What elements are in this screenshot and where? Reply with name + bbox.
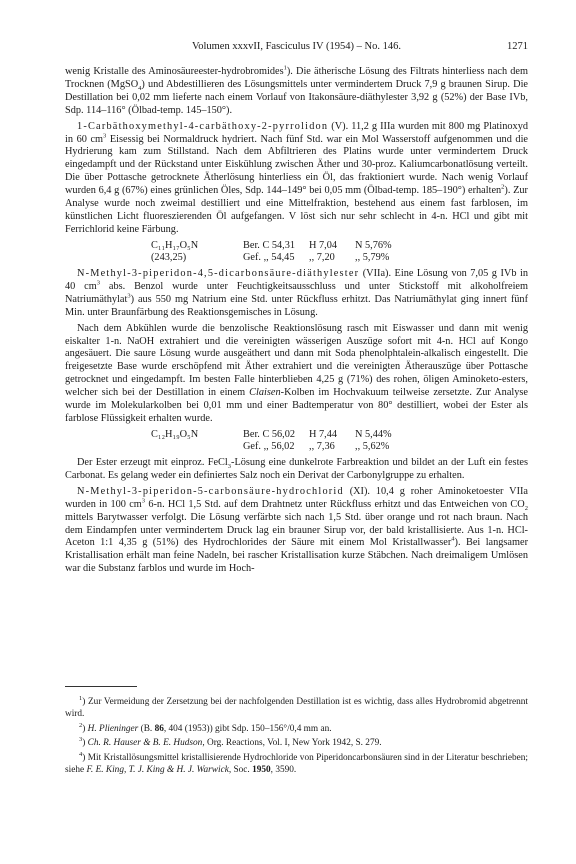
footnote-3: $^3$) Ch. R. Hauser & B. E. Hudson, Org. Reactions, Vol. I, New York 1942, S. 279. xyxy=(79,736,382,749)
footnote-ref[interactable]: 3 xyxy=(127,292,131,300)
molecular-weight: (243,25) xyxy=(151,252,187,264)
molecular-formula: C₁₁H₁₇O₅N xyxy=(151,239,199,251)
footnote-ref[interactable]: 2 xyxy=(501,183,505,191)
footnote-ref[interactable]: 1 xyxy=(283,64,287,72)
paragraph-ester-properties: Der Ester erzeugt mit einproz. FeCl$_3$-Lösung eine dunkelrote Farbreaktion und bildet an der Luft ein festes Carbonat. Es gelang weder ein definiertes Salz noch ein Derivat der Carbonylgruppe zu erhalten. xyxy=(65,457,529,481)
paragraph-base-ivb: wenig Kristalle des Aminosäureester-hydrobromides$^1$). Die ätherische Lösung des Filtrats hinterliess nach dem Trocknen (MgSO$_4$) und Abdestillieren des Lösungsmittels unter vermindertem Druck 7,9 g braunen Sirup. Die Destillation bei 0,02 mm lieferte nach einem Vorlauf von Itakonsäure-diäthylester 3,92 g (52%) der Base IVb, Sdp. 114–116° (Ölbad-temp. 145–150°). xyxy=(65,64,529,116)
compound-title: 1-Carbäthoxymethyl-4-carbäthoxy-2-pyrrolidon xyxy=(77,120,329,132)
running-head xyxy=(65,41,528,55)
footnote-4: $^4$) Mit Kristallösungsmittel kristallisierende Hydrochloride von Piperidoncarbonsäuren sind in der Literatur beschrieben; siehe F. E. King, T. J. King & H. J. Warwick, Soc. 1950, 3590. xyxy=(65,751,528,775)
footnote-ref[interactable]: 4 xyxy=(451,536,455,544)
article-body xyxy=(65,66,528,576)
footnotes xyxy=(65,686,528,780)
footnote-2: $^2$) H. Plieninger (B. 86, 404 (1953)) gibt Sdp. 150–156°/0,4 mm an. xyxy=(79,721,332,734)
elemental-analysis-viia: C₁₂H₁₉O₅N Ber. C 56,02 H 7,44 N 5,44% Gef. ,, 56,02 ,, 7,36 ,, 5,62% xyxy=(151,428,392,453)
compound-title: N-Methyl-3-piperidon-4,5-dicarbonsäure-diäthylester xyxy=(77,267,360,279)
compound-title: N-Methyl-3-piperidon-5-carbonsäure-hydrochlorid xyxy=(77,485,344,497)
footnote-1: $^1$) Zur Vermeidung der Zersetzung bei der nachfolgenden Destillation ist es wichtig, dass alles Hydrobromid abgetrennt wird. xyxy=(65,694,528,719)
footnote-divider xyxy=(65,686,137,687)
journal-header: Volumen xxxvII, Fasciculus IV (1954) – No. 146. xyxy=(191,41,401,52)
paragraph-compound-xi: N-Methyl-3-piperidon-5-carbonsäure-hydrochlorid (XI). 10,4 g roher Aminoketoester VIIa wurden in 100 $cm^3$ 6-n. HCl 1,5 Std. auf dem Drahtnetz unter Rückfluss erhitzt und das Entweichen von $CO_2$ mittels Barytwasser verfolgt. Die Lösung verfärbte sich nach 1,5 Std. über orange und rot nach braun. Nach dem Eindampfen unter vermindertem Druck lag ein brauner Sirup vor, der bald kristallisierte. Aus 1-n. HCl-Aceton 1:1 4,35 g (51%) des Hydrochlorides der Säure mit einem Mol Kristallwasser$^4$). Bei langsamer Kristallisation erhält man feine Nadeln, bei rascher Kristallisation kurze Stäbchen. Nach dreimaligem Umlösen war die Substanz farblos und wurde im Hoch- xyxy=(65,485,529,575)
paragraph-compound-v: 1-Carbäthoxymethyl-4-carbäthoxy-2-pyrrolidon (V). 11,2 g IIIa wurden mit 800 mg Platinoxyd in 60 $cm^3$ Eisessig bei Normaldruck hydriert. Nach fünf Std. war ein Mol Wasserstoff aufgenommen und die Hydrierung kam zum Stillstand. Nach dem Abfiltrieren des Platins wurde unter vermindertem Druck eingedampft und der Rückstand unter Eiskühlung zwischen Äther und 30-proz. Kaliumcarbonatlösung verteilt. Die über Pottasche getrocknete Ätherlösung hinterliess ein Öl, das fraktioniert wurde. Nach wenig Vorlauf wurden 6,4 g (67%) eines grünlichen Öles, Sdp. 144–149° bei 0,05 mm (Ölbad-temp. 185–190°) erhalten$^2$). Zur Analyse wurde noch zweimal destilliert und eine Mittelfraktion, bestehend aus einem fast farblosen, im künstlichen Licht fluoreszierenden Öl aufgefangen. V löst sich nur sehr schlecht in 4-n. HCl und gibt mit Ferrichlorid keine Färbung. xyxy=(65,120,528,235)
paragraph-compound-viia: N-Methyl-3-piperidon-4,5-dicarbonsäure-diäthylester (VIIa). Eine Lösung von 7,05 g IVb in 40 $cm^3$ abs. Benzol wurde unter Feuchtigkeitsausschluss und unter Stickstoff mit alkoholfreiem Natriumäthylat$^3$) aus 550 mg Natrium eine Std. unter Rückfluss erhitzt. Das Natriumäthylat ging innert fünf Min. unter Braunfärbung des Reaktionsgemisches in Lösung. xyxy=(65,267,529,318)
page-number: 1271 xyxy=(507,41,528,52)
paragraph-workup: Nach dem Abkühlen wurde die benzolische Reaktionslösung rasch mit Eiswasser und dann mit wenig eiskalter 1-n. NaOH extrahiert und die vereinigten wässerigen Auszüge sofort mit 4-n. HCl auf Kongo angesäuert. Die saure Lösung wurde ausgeäthert und dann mit Soda phenolphtalein-alkalisch eingestellt. Die freigesetzte Base wurde erschöpfend mit Äther extrahiert und die vereinigten Ätherauszüge über Pottasche getrocknet und eingedampft. Im besten Falle hinterblieben 4,25 g (71%) des rohen, öligen Aminoketo-esters, welcher sich bei der Destillation in einem Claisen-Kolben im Hochvakuum teilweise zersetzte. Zur Analyse wurde im Molekularkolben bei 0,01 mm und einer Badtemperatur von 80° destilliert, wobei der Ester als farblose Flüssigkeit erhalten wurde. xyxy=(65,322,528,424)
molecular-formula: C₁₂H₁₉O₅N xyxy=(151,428,199,440)
elemental-analysis-v: C₁₁H₁₇O₅N Ber. C 54,31 H 7,04 N 5,76% (243,25) Gef. ,, 54,45 ,, 7,20 ,, 5,79% xyxy=(151,239,392,264)
